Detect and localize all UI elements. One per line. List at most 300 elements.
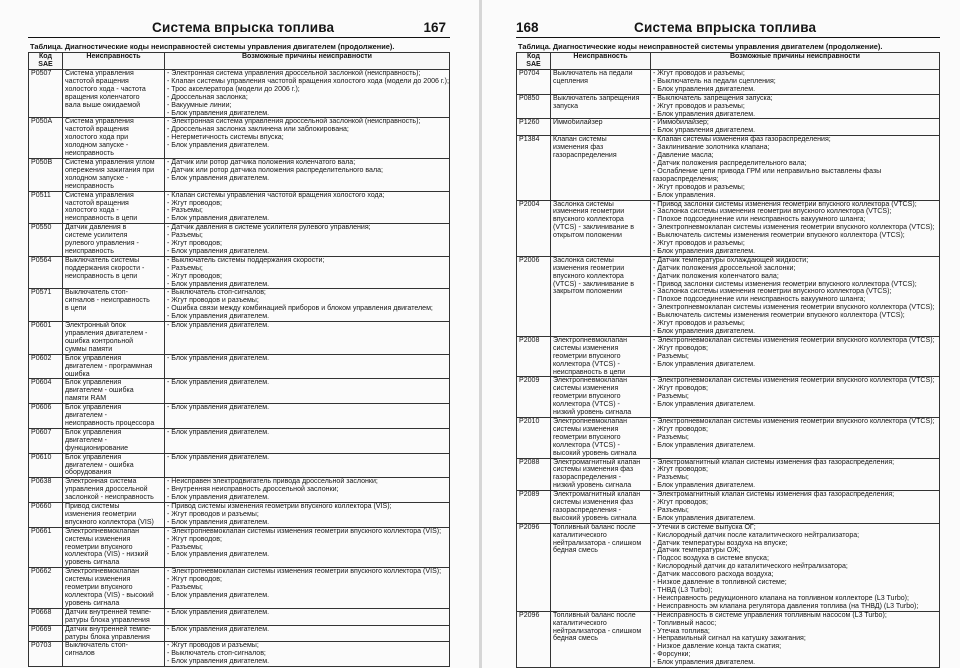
cause-line: - Жгут проводов; bbox=[653, 466, 708, 474]
fault-line: высокий уровень сигнала bbox=[553, 514, 637, 522]
fault-line: каталитического bbox=[553, 531, 607, 539]
dtc-code: P2096 bbox=[517, 523, 551, 611]
cause-line: - Жгут проводов; bbox=[167, 199, 222, 207]
table-row bbox=[29, 256, 450, 289]
fault-line: частотой вращения bbox=[65, 77, 129, 85]
cause-line: - Блок управления двигателем. bbox=[653, 514, 756, 522]
fault-line: системы изменения фаз bbox=[553, 499, 634, 507]
cause-line: - Жгут проводов и разъемы; bbox=[653, 102, 745, 110]
cause-line: - Низкое давление конца такта сжатия; bbox=[653, 643, 782, 651]
cause-line: - Привод заслонки системы изменения геометрии впускного коллектора (VTCS); bbox=[653, 280, 917, 288]
right-page-title: Система впрыска топлива bbox=[634, 20, 817, 35]
table-row bbox=[29, 453, 450, 478]
fault-line: ратуры блока управления bbox=[65, 633, 150, 641]
fault-line: Выключатель стоп- bbox=[65, 642, 128, 650]
possible-causes bbox=[651, 458, 940, 491]
fault-line: газораспределения - bbox=[553, 474, 621, 482]
fault-line: частотой вращения bbox=[65, 126, 129, 134]
cause-line: - Кислородный датчик после каталитического нейтрализатора; bbox=[653, 531, 860, 539]
fault-line: неисправность в цепи bbox=[65, 215, 138, 223]
cause-line: - Неисправность в системе управления топливным насосом (L3 Turbo); bbox=[653, 611, 887, 619]
possible-causes bbox=[165, 453, 450, 478]
dtc-code: P0610 bbox=[29, 453, 63, 478]
fault-description bbox=[63, 527, 165, 568]
dtc-code: P2096 bbox=[517, 611, 551, 667]
fault-line: холостого хода при bbox=[65, 134, 129, 142]
cause-line: - Блок управления двигателем. bbox=[653, 328, 756, 335]
cause-line: - Давление масла; bbox=[653, 152, 714, 160]
dtc-code: P0601 bbox=[29, 322, 63, 355]
possible-causes bbox=[165, 568, 450, 609]
dtc-code: P2004 bbox=[517, 200, 551, 256]
fault-line: низкий уровень сигнала bbox=[553, 482, 632, 490]
cause-line: - Выключатель системы изменения геометрии впускного коллектора (VTCS); bbox=[653, 312, 905, 320]
fault-line: (VTCS) - заклинивание в bbox=[553, 224, 634, 232]
cause-line: - Неисправность эм клапана регулятора давления топлива (на ТНВД) (L3 Turbo); bbox=[653, 602, 919, 610]
cause-line: - Электропневмоклапан системы изменения геометрии впускного коллектора (VTCS); bbox=[653, 377, 935, 385]
cause-line: - Подсос воздуха в системе впуска; bbox=[653, 555, 769, 563]
fault-line: (VTCS) - заклинивание в bbox=[553, 280, 634, 288]
possible-causes bbox=[651, 491, 940, 524]
cause-line: - Блок управления двигателем. bbox=[167, 592, 270, 599]
fault-line: Электропневмоклапан bbox=[65, 527, 139, 535]
fault-line: впускного коллектора (VIS) bbox=[65, 518, 154, 526]
dtc-code: P2009 bbox=[517, 377, 551, 418]
cause-line: - Жгут проводов; bbox=[653, 499, 708, 507]
dtc-code: P2008 bbox=[517, 336, 551, 377]
fault-description bbox=[63, 428, 165, 453]
fault-line: Выключатель стоп- bbox=[65, 289, 128, 297]
dtc-code: P0602 bbox=[29, 354, 63, 379]
table-row bbox=[29, 158, 450, 191]
cause-line: - Разъемы; bbox=[167, 584, 203, 592]
table-row bbox=[29, 568, 450, 609]
cause-line: - Блок управления двигателем. bbox=[653, 441, 756, 449]
fault-line: функционирование bbox=[65, 444, 129, 452]
fault-line: Электропневмоклапан bbox=[65, 568, 139, 576]
dtc-code: P0662 bbox=[29, 568, 63, 609]
fault-line: запуска bbox=[553, 102, 579, 110]
cause-line: газораспределения; bbox=[653, 175, 719, 183]
table-row bbox=[517, 70, 940, 95]
cause-line: - Блок управления двигателем. bbox=[167, 428, 270, 436]
fault-line: неисправность bbox=[65, 182, 114, 190]
cause-line: - Электропневмоклапан системы изменения геометрии впускного коллектора (VIS); bbox=[167, 568, 442, 576]
table-row bbox=[29, 608, 450, 625]
possible-causes bbox=[651, 94, 940, 119]
right-page bbox=[482, 0, 960, 668]
dtc-code: P050A bbox=[29, 118, 63, 159]
fault-line: Блок управления bbox=[65, 428, 122, 436]
fault-description bbox=[63, 478, 165, 503]
fault-line: Электронный блок bbox=[65, 322, 126, 330]
cause-line: - Блок управления двигателем. bbox=[653, 85, 756, 93]
fault-line: Топливный баланс после bbox=[553, 611, 636, 619]
cause-line: - Жгут проводов и разъемы; bbox=[653, 183, 745, 191]
right-table-caption: Таблица. Диагностические коды неисправностей системы управления двигателем (продолжение). bbox=[518, 42, 883, 51]
fault-line: Электропневмоклапан bbox=[553, 417, 627, 425]
cause-line: - Жгут проводов и разъемы; bbox=[653, 240, 745, 248]
fault-line: неисправность процессора bbox=[65, 419, 155, 427]
fault-line: Система управления углом bbox=[65, 158, 155, 166]
fault-description bbox=[551, 200, 651, 256]
fault-line: системы изменения bbox=[65, 535, 131, 543]
right-page-header bbox=[516, 18, 940, 38]
table-row bbox=[29, 118, 450, 159]
cause-line: - Электропневмоклапан системы изменения геометрии впускного коллектора (VTCS); bbox=[653, 417, 935, 425]
cause-line: - Жгут проводов; bbox=[653, 425, 708, 433]
cause-line: - Датчик или ротор датчика положения коленчатого вала; bbox=[167, 158, 356, 166]
possible-causes bbox=[165, 642, 450, 667]
possible-causes bbox=[651, 523, 940, 611]
dtc-code: P0606 bbox=[29, 404, 63, 429]
fault-line: Заслонка системы bbox=[553, 256, 614, 264]
fault-line: Выключатель запрещения bbox=[553, 94, 640, 102]
fault-line: вала выше ожидаемой bbox=[65, 101, 141, 109]
cause-line: - Плохое подсоединение или неисправность вакуумного шланга; bbox=[653, 216, 866, 224]
cause-line: - Выключатель на педали сцепления; bbox=[653, 77, 776, 85]
dtc-code: P0660 bbox=[29, 503, 63, 528]
fault-line: Блок управления bbox=[65, 354, 122, 362]
fault-line: каталитического bbox=[553, 619, 607, 627]
cause-line: - Неисправность редукционного клапана на топливном коллекторе (L3 Turbo); bbox=[653, 594, 909, 602]
cause-line: - Блок управления двигателем. bbox=[167, 494, 270, 502]
fault-line: Датчик внутренней темпе- bbox=[65, 625, 152, 633]
fault-line: открытом положении bbox=[553, 232, 622, 240]
dtc-code: P1384 bbox=[517, 136, 551, 200]
dtc-code: P0564 bbox=[29, 256, 63, 289]
fault-line: нейтрализатора - слишком bbox=[553, 627, 642, 635]
fault-line: вращения коленчатого bbox=[65, 93, 140, 101]
fault-line: оборудования bbox=[65, 469, 112, 477]
fault-line: системы изменения bbox=[553, 425, 619, 433]
table-row bbox=[517, 136, 940, 200]
cause-line: - Блок управления двигателем. bbox=[167, 174, 270, 182]
dtc-code: P0661 bbox=[29, 527, 63, 568]
cause-line: - Электропневмоклапан системы изменения геометрии впускного коллектора (VTCS); bbox=[653, 224, 935, 232]
cause-line: - Блок управления двигателем. bbox=[653, 659, 756, 667]
cause-line: - Жгут проводов; bbox=[167, 240, 222, 248]
fault-line: двигателем - bbox=[65, 412, 107, 420]
cause-line: - Блок управления двигателем. bbox=[653, 127, 756, 135]
fault-description bbox=[63, 625, 165, 642]
dtc-code: P0607 bbox=[29, 428, 63, 453]
possible-causes bbox=[651, 136, 940, 200]
cause-line: - Разъемы; bbox=[167, 207, 203, 215]
fault-line: Заслонка системы bbox=[553, 200, 614, 208]
fault-line: геометрии впускного bbox=[553, 393, 621, 401]
fault-line: впускного коллектора bbox=[553, 216, 624, 224]
fault-line: неисправность bbox=[65, 247, 114, 255]
cause-line: - Электронная система управления дроссельной заслонкой (неисправность); bbox=[167, 70, 421, 77]
cause-line: - Электромагнитный клапан системы изменения фаз газораспределения; bbox=[653, 491, 895, 499]
cause-line: - Датчик массового расхода воздуха; bbox=[653, 571, 774, 579]
cause-line: - Негерметичность системы впуска; bbox=[167, 134, 284, 142]
cause-line: - Клапан системы управления частотой вращения холостого хода; bbox=[167, 191, 385, 199]
fault-line: бедная смесь bbox=[553, 547, 598, 555]
table-row bbox=[29, 527, 450, 568]
fault-line: изменения геометрии bbox=[553, 264, 625, 272]
right-page-number: 168 bbox=[516, 20, 539, 35]
cause-line: - Разъемы; bbox=[653, 474, 689, 482]
cause-line: - Топливный насос; bbox=[653, 619, 717, 627]
possible-causes bbox=[165, 503, 450, 528]
header-fault: Неисправность bbox=[63, 53, 165, 70]
cause-line: - Электронная система управления дроссельной заслонкой (неисправность); bbox=[167, 118, 421, 126]
cause-line: - Блок управления. bbox=[653, 191, 716, 199]
fault-line: памяти RAM bbox=[65, 395, 107, 403]
header-causes: Возможные причины неисправности bbox=[165, 53, 450, 70]
cause-line: - Привод системы изменения геометрии впускного коллектора (VIS); bbox=[167, 503, 392, 511]
cause-line: - Дроссельная заслонка заклинена или заблокирована; bbox=[167, 126, 349, 134]
cause-line: - Заклинивание золотника клапана; bbox=[653, 144, 770, 152]
table-row bbox=[29, 289, 450, 322]
table-row bbox=[517, 523, 940, 611]
possible-causes bbox=[651, 611, 940, 667]
cause-line: - Блок управления двигателем. bbox=[653, 110, 756, 118]
cause-line: - Блок управления двигателем. bbox=[167, 518, 270, 526]
cause-line: - Разъемы; bbox=[653, 506, 689, 514]
fault-description bbox=[551, 94, 651, 119]
cause-line: - Блок управления двигателем. bbox=[653, 482, 756, 490]
fault-line: двигателем - bbox=[65, 436, 107, 444]
fault-description bbox=[551, 458, 651, 491]
cause-line: - Датчик давления в системе усилителя рулевого управления; bbox=[167, 224, 371, 232]
fault-line: сцепления bbox=[553, 77, 588, 85]
fault-line: системы изменения bbox=[65, 576, 131, 584]
possible-causes bbox=[651, 377, 940, 418]
dtc-code: P2010 bbox=[517, 417, 551, 458]
cause-line: - Выключатель системы поддержания скорости; bbox=[167, 256, 325, 264]
cause-line: - Электропневмоклапан системы изменения геометрии впускного коллектора (VIS); bbox=[167, 527, 442, 535]
fault-line: Топливный баланс после bbox=[553, 523, 636, 531]
cause-line: - Разъемы; bbox=[167, 543, 203, 551]
dtc-code: P050B bbox=[29, 158, 63, 191]
possible-causes bbox=[165, 224, 450, 257]
fault-line: заслонкой - неисправность bbox=[65, 494, 154, 502]
possible-causes bbox=[165, 256, 450, 289]
cause-line: - Жгут проводов и разъемы; bbox=[653, 70, 745, 77]
cause-line: - Жгут проводов и разъемы; bbox=[167, 642, 259, 650]
fault-line: Электронная система bbox=[65, 478, 137, 486]
left-page-title: Система впрыска топлива bbox=[152, 20, 335, 35]
dtc-code: P0507 bbox=[29, 70, 63, 118]
cause-line: - Утечки в системе выпуска ОГ; bbox=[653, 523, 756, 531]
fault-line: нейтрализатора - слишком bbox=[553, 539, 642, 547]
table-row bbox=[29, 224, 450, 257]
possible-causes bbox=[165, 158, 450, 191]
cause-line: - Заслонка системы изменения геометрии впускного коллектора (VTCS); bbox=[653, 288, 892, 296]
possible-causes bbox=[165, 289, 450, 322]
fault-line: ратуры блока управления bbox=[65, 616, 150, 624]
fault-description bbox=[63, 256, 165, 289]
table-row bbox=[517, 94, 940, 119]
fault-line: низкий уровень сигнала bbox=[553, 409, 632, 417]
possible-causes bbox=[165, 608, 450, 625]
fault-line: поддержания скорости - bbox=[65, 264, 145, 272]
header-causes: Возможные причины неисправности bbox=[651, 53, 940, 70]
right-dtc-table bbox=[516, 52, 940, 668]
fault-description bbox=[551, 377, 651, 418]
fault-line: Электропневмоклапан bbox=[553, 336, 627, 344]
fault-line: двигателем - ошибка bbox=[65, 461, 134, 469]
fault-line: газораспределения bbox=[553, 152, 617, 160]
dtc-code: P0668 bbox=[29, 608, 63, 625]
fault-description bbox=[551, 611, 651, 667]
fault-description bbox=[63, 354, 165, 379]
table-row bbox=[517, 417, 940, 458]
possible-causes bbox=[165, 478, 450, 503]
possible-causes bbox=[165, 191, 450, 224]
cause-line: - Трос акселератора (модели до 2006 г.); bbox=[167, 85, 300, 93]
fault-line: неисправность в цепи bbox=[65, 272, 138, 280]
fault-line: двигателем - ошибка bbox=[65, 387, 134, 395]
fault-line: Система управления bbox=[65, 191, 134, 199]
dtc-code: P0550 bbox=[29, 224, 63, 257]
cause-line: - Датчик температуры воздуха на впуске; bbox=[653, 539, 788, 547]
fault-line: Датчик давления в bbox=[65, 224, 127, 232]
fault-description bbox=[63, 453, 165, 478]
fault-line: впускного коллектора bbox=[553, 272, 624, 280]
cause-line: - Датчик положения распределительного вала; bbox=[653, 159, 807, 167]
fault-line: Выключатель на педали bbox=[553, 70, 633, 77]
possible-causes bbox=[651, 417, 940, 458]
table-row bbox=[517, 119, 940, 136]
cause-line: - Электропневмоклапан системы изменения геометрии впускного коллектора (VTCS); bbox=[653, 304, 935, 312]
fault-description bbox=[551, 119, 651, 136]
fault-description bbox=[63, 118, 165, 159]
fault-line: коллектора (VTCS) - bbox=[553, 401, 620, 409]
table-row bbox=[29, 642, 450, 667]
cause-line: - Датчик или ротор датчика положения распределительного вала; bbox=[167, 166, 383, 174]
fault-line: управления двигателем - bbox=[65, 330, 148, 337]
table-row bbox=[517, 336, 940, 377]
cause-line: - Ошибка связи между комбинацией приборов и блоком управления двигателем; bbox=[167, 305, 433, 313]
fault-description bbox=[63, 642, 165, 667]
cause-line: - Блок управления двигателем. bbox=[167, 453, 270, 461]
fault-line: изменения фаз bbox=[553, 144, 604, 152]
cause-line: - Жгут проводов; bbox=[167, 576, 222, 584]
cause-line: - Блок управления двигателем. bbox=[167, 608, 270, 616]
cause-line: - Выключатель системы изменения геометрии впускного коллектора (VTCS); bbox=[653, 232, 905, 240]
dtc-code: P2006 bbox=[517, 256, 551, 336]
possible-causes bbox=[165, 527, 450, 568]
fault-line: закрытом положении bbox=[553, 288, 623, 296]
dtc-code: P0604 bbox=[29, 379, 63, 404]
cause-line: - Дроссельная заслонка; bbox=[167, 93, 248, 101]
dtc-code: P0669 bbox=[29, 625, 63, 642]
fault-line: Система управления bbox=[65, 70, 134, 77]
table-row bbox=[29, 191, 450, 224]
cause-line: - Форсунки; bbox=[653, 651, 691, 659]
fault-line: бедная смесь bbox=[553, 635, 598, 643]
table-row bbox=[517, 491, 940, 524]
cause-line: - Блок управления двигателем. bbox=[167, 551, 270, 559]
dtc-code: P0638 bbox=[29, 478, 63, 503]
possible-causes bbox=[165, 625, 450, 642]
fault-line: неисправность bbox=[65, 150, 114, 158]
dtc-code: P0703 bbox=[29, 642, 63, 667]
fault-line: частотой вращения bbox=[65, 199, 129, 207]
fault-line: газораспределения - bbox=[553, 506, 621, 514]
fault-line: холостого хода - частота bbox=[65, 85, 146, 93]
fault-line: Блок управления bbox=[65, 453, 122, 461]
fault-line: коллектора (VIS) - высокий bbox=[65, 592, 154, 599]
fault-line: Блок управления bbox=[65, 404, 122, 412]
cause-line: - Блок управления двигателем. bbox=[167, 247, 270, 255]
fault-line: ошибка bbox=[65, 370, 90, 378]
table-row bbox=[29, 354, 450, 379]
fault-description bbox=[551, 136, 651, 200]
fault-line: геометрии впускного bbox=[65, 543, 133, 551]
dtc-code: P0571 bbox=[29, 289, 63, 322]
table-row bbox=[29, 428, 450, 453]
left-page-header bbox=[28, 18, 450, 38]
cause-line: - Блок управления двигателем. bbox=[167, 404, 270, 412]
dtc-code: P0704 bbox=[517, 70, 551, 95]
fault-line: системы изменения bbox=[553, 385, 619, 393]
cause-line: - Ослабление цепи привода ГРМ или неправильно выставлены фазы bbox=[653, 167, 882, 175]
fault-line: Датчик внутренней темпе- bbox=[65, 608, 152, 616]
cause-line: - Разъемы; bbox=[653, 393, 689, 401]
fault-line: уровень сигнала bbox=[65, 559, 120, 567]
fault-description bbox=[63, 70, 165, 118]
cause-line: - Блок управления двигателем. bbox=[653, 247, 756, 255]
cause-line: - Неправильный сигнал на катушку зажигания; bbox=[653, 635, 806, 643]
possible-causes bbox=[651, 336, 940, 377]
table-row bbox=[517, 377, 940, 418]
fault-line: холостого хода - bbox=[65, 207, 119, 215]
table-row bbox=[29, 478, 450, 503]
cause-line: - Внутренняя неисправность дроссельной заслонки; bbox=[167, 486, 339, 494]
fault-line: суммы памяти bbox=[65, 345, 113, 353]
fault-line: геометрии впускного bbox=[553, 352, 621, 360]
fault-description bbox=[551, 70, 651, 95]
cause-line: - Жгут проводов и разъемы; bbox=[167, 297, 259, 305]
cause-line: - Блок управления двигателем. bbox=[167, 280, 270, 288]
cause-line: - Заслонка системы изменения геометрии впускного коллектора (VTCS); bbox=[653, 208, 892, 216]
cause-line: - Блок управления двигателем. bbox=[167, 142, 270, 150]
fault-line: Система управления bbox=[65, 118, 134, 126]
table-row bbox=[29, 379, 450, 404]
possible-causes bbox=[165, 70, 450, 118]
possible-causes bbox=[651, 256, 940, 336]
fault-description bbox=[63, 158, 165, 191]
cause-line: - Вакуумные линии; bbox=[167, 101, 232, 109]
cause-line: - Блок управления двигателем. bbox=[167, 322, 270, 330]
cause-line: - Выключатель запрещения запуска; bbox=[653, 94, 773, 102]
fault-line: сигналов - неисправность bbox=[65, 297, 150, 305]
fault-line: Выключатель системы bbox=[65, 256, 140, 264]
cause-line: - Разъемы; bbox=[167, 232, 203, 240]
cause-line: - Выключатель стоп-сигналов; bbox=[167, 650, 266, 658]
table-row bbox=[29, 503, 450, 528]
fault-line: системы изменения bbox=[553, 344, 619, 352]
fault-description bbox=[63, 289, 165, 322]
fault-line: управления дроссельной bbox=[65, 486, 148, 494]
fault-line: геометрии впускного bbox=[553, 433, 621, 441]
cause-line: - Плохое подсоединение или неисправность вакуумного шланга; bbox=[653, 296, 866, 304]
possible-causes bbox=[165, 379, 450, 404]
table-row bbox=[29, 70, 450, 118]
header-code: Код SAE bbox=[517, 53, 551, 70]
cause-line: - Кислородный датчик до каталитического нейтрализатора; bbox=[653, 563, 848, 571]
fault-description bbox=[63, 404, 165, 429]
cause-line: - Клапан системы изменения фаз газораспределения; bbox=[653, 136, 831, 144]
cause-line: - Блок управления двигателем. bbox=[167, 379, 270, 387]
left-table-caption: Таблица. Диагностические коды неисправностей системы управления двигателем (продолжение). bbox=[30, 42, 395, 51]
possible-causes bbox=[651, 200, 940, 256]
